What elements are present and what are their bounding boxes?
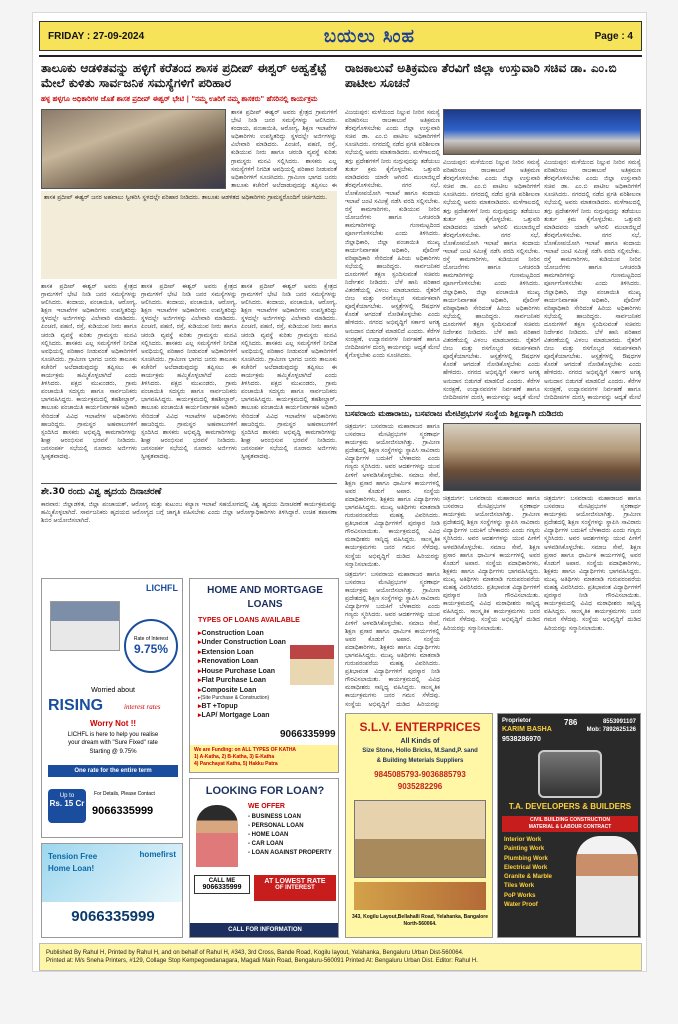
looking-for-loan-ad bbox=[189, 778, 339, 938]
rate-value: 9.75% bbox=[133, 642, 169, 656]
loan-type-item: ▸ (Site Purchase & Construction) bbox=[198, 695, 298, 702]
call-me-box bbox=[194, 875, 250, 894]
ta-786: 786 bbox=[564, 718, 578, 727]
agent-photo bbox=[196, 805, 238, 867]
story2-headline: ಶೇ.30 ರಂದು ವಿಶ್ವ ಹೃದಯ ದಿನಾಚರಣೆ bbox=[41, 487, 162, 497]
call-for-info: CALL FOR INFORMATION bbox=[190, 923, 339, 937]
rate-badge bbox=[124, 619, 178, 673]
homefirst-title: Tension Free bbox=[48, 852, 98, 861]
offer-item: - BUSINESS LOAN bbox=[248, 814, 302, 820]
worry-not: Worry Not !! bbox=[89, 719, 137, 728]
mortgage-ad bbox=[189, 578, 339, 773]
loan-type-item: ▸ Under Construction Loan bbox=[198, 638, 298, 647]
lic-line1: LICHFL is here to help you realise bbox=[67, 732, 159, 738]
lowest-rate-banner bbox=[254, 875, 336, 901]
construction-material-illustration bbox=[354, 800, 486, 878]
looking-phone: 9066335999 bbox=[202, 884, 242, 891]
call-me-label: CALL ME bbox=[208, 878, 236, 884]
story1-caption: ಶಾಸಕ ಪ್ರದೀಪ್ ಈಶ್ವರ್ ಜನರ ಅಹವಾಲು ಸ್ವೀಕರಿಸಿ ಸ್ಥಳದಲ್ಲೇ ಪರಿಹಾರ ನೀಡಿದರು. ತಾಲೂಕು ಆಡಳಿತದ ಅಧಿಕಾರಿಗಳು ಗ್ರಾಮಸ್ಥರೊಂದಿಗೆ ಚರ್ಚಿಸಿದರು. bbox=[41, 191, 337, 279]
loan-type-item: ▸ Renovation Loan bbox=[198, 657, 298, 666]
story1-photo bbox=[41, 109, 226, 189]
slv-line2: Size Stone, Hollo Bricks, M.Sand,P. sand bbox=[362, 748, 478, 754]
masthead bbox=[39, 21, 642, 51]
slv-phone1: 9845085793-9036885793 bbox=[374, 770, 466, 779]
contact-label: For Details, Please Contact bbox=[94, 791, 155, 797]
ta-service-item: Tiles Work bbox=[504, 883, 535, 890]
katha-line2: 4) Panchayat Katha, 5) Hakku Patra bbox=[194, 761, 278, 767]
house-illustration bbox=[50, 601, 120, 651]
mortgage-phone: 9066335999 bbox=[280, 729, 336, 740]
ta-service-item: PoP Works bbox=[504, 892, 536, 899]
page-number: Page : 4 bbox=[594, 30, 633, 42]
loan-type-item: ▸ Composite Loan bbox=[198, 686, 298, 695]
story4-photo bbox=[443, 423, 641, 491]
slv-enterprises-ad bbox=[345, 713, 493, 938]
amount-value: Rs. 15 Cr bbox=[49, 799, 85, 808]
story4-body-col2: ಚಿತ್ರದುರ್ಗ: ಬಸವರಾಯ ಮಹಾರಾಜರ ಹಾಗೂ ಬಸವರಾಜ ಮೇಟಿಪ್ರಭುಗಳ ಸ್ಮರಣಾರ್ಥ ಕಾರ್ಯಕ್ರಮ ಆಯೋಜಿಸಲಾಗಿತ್ತು. ಗ್ರಾಮೀಣ ಪ್ರದೇಶದಲ್ಲಿ ಶಿಕ್ಷಣ ಸಂಸ್ಥೆಗಳನ್ನು ಸ್ಥಾಪಿಸಿ ಸಾವಿರಾರು ವಿದ್ಯಾರ್ಥಿಗಳ ಬದುಕಿಗೆ ಬೆಳಕಾದರು ಎಂದು ಗಣ್ಯರು ಸ್ಮರಿಸಿದರು. ಅವರ ಆದರ್ಶಗಳನ್ನು ಯುವ ಪೀಳಿಗೆ ಅಳವಡಿಸಿಕೊಳ್ಳಬೇಕು. ಸಮಾಜ ಸೇವೆ, ಶಿಕ್ಷಣ ಪ್ರಸಾರ ಹಾಗೂ ಧಾರ್ಮಿಕ ಕಾರ್ಯಗಳಲ್ಲಿ ಅವರ ಕೊಡುಗೆ ಅಪಾರ. ಸಂಸ್ಥೆಯ ಪದಾಧಿಕಾರಿಗಳು, ಶಿಕ್ಷಕರು ಹಾಗೂ ವಿದ್ಯಾರ್ಥಿಗಳು ಭಾಗವಹಿಸಿದ್ದರು. ಮುಖ್ಯ ಅತಿಥಿಗಳು ಮಾತನಾಡಿ ಗುರುಪರಂಪರೆಯ ಮಹತ್ವ ವಿವರಿಸಿದರು. ಪ್ರತಿಭಾವಂತ ವಿದ್ಯಾರ್ಥಿಗಳಿಗೆ ಪುರಸ್ಕಾರ ನೀಡಿ ಗೌರವಿಸಲಾಯಿತು. ಕಾರ್ಯಕ್ರಮದಲ್ಲಿ ವಿವಿಧ ಮಠಾಧೀಶರು ಸಾನ್ನಿಧ್ಯ ವಹಿಸಿದ್ದರು. ಸಾಂಸ್ಕೃತಿಕ ಕಾರ್ಯಕ್ರಮಗಳು ಜನರ ಗಮನ ಸೆಳೆದವು. ಸಂಸ್ಥೆಯ ಅಭಿವೃದ್ಧಿಗೆ ದುಡಿದ ಹಿರಿಯರನ್ನು ಸನ್ಮಾನಿಸಲಾಯಿತು. bbox=[443, 495, 540, 632]
lic-phone: 9066335999 bbox=[92, 805, 154, 817]
ta-services-head2: MATERIAL & LABOUR CONTRACT bbox=[528, 824, 612, 830]
story1-body-col2: ಶಾಸಕ ಪ್ರದೀಪ್ ಈಶ್ವರ್ ಅವರು ಕ್ಷೇತ್ರದ ಗ್ರಾಮಗಳಿಗೆ ಭೇಟಿ ನೀಡಿ ಜನರ ಸಮಸ್ಯೆಗಳನ್ನು ಆಲಿಸಿದರು. ಕಂದಾಯ, ಪಂಚಾಯಿತಿ, ಆರೋಗ್ಯ, ಶಿಕ್ಷಣ ಇಲಾಖೆಗಳ ಅಧಿಕಾರಿಗಳು ಉಪಸ್ಥಿತರಿದ್ದು ಸ್ಥಳದಲ್ಲೇ ಅರ್ಜಿಗಳನ್ನು ವಿಲೇವಾರಿ ಮಾಡಿದರು. ಪಿಂಚಣಿ, ಪಹಣಿ, ರಸ್ತೆ, ಕುಡಿಯುವ ನೀರು ಹಾಗೂ ಚರಂಡಿ ವ್ಯವಸ್ಥೆ ಕುರಿತು ಗ್ರಾಮಸ್ಥರು ಮನವಿ ಸಲ್ಲಿಸಿದರು. ಶಾಸಕರು ಎಲ್ಲ ಸಮಸ್ಯೆಗಳಿಗೆ ನಿಗದಿತ ಅವಧಿಯಲ್ಲಿ ಪರಿಹಾರ ನೀಡುವಂತೆ ಅಧಿಕಾರಿಗಳಿಗೆ ಸೂಚಿಸಿದರು. ಗ್ರಾಮೀಣ ಭಾಗದ ಜನರು ತಾಲೂಕು ಕಚೇರಿಗೆ ಅಲೆದಾಡುವುದನ್ನು ತಪ್ಪಿಸಲು ಈ ಕಾರ್ಯಕ್ರಮ ಹಮ್ಮಿಕೊಳ್ಳಲಾಗಿದೆ ಎಂದು ತಿಳಿಸಿದರು. ಪಕ್ಷದ ಮುಖಂಡರು, ಗ್ರಾಮ ಪಂಚಾಯಿತಿ ಸದಸ್ಯರು ಹಾಗೂ ಸಾರ್ವಜನಿಕರು ಭಾಗವಹಿಸಿದ್ದರು. ಕಾರ್ಯಕ್ರಮದಲ್ಲಿ ತಹಶೀಲ್ದಾರ್, ತಾಲೂಕು ಪಂಚಾಯಿತಿ ಕಾರ್ಯನಿರ್ವಾಹಕ ಅಧಿಕಾರಿ ಸೇರಿದಂತೆ ವಿವಿಧ ಇಲಾಖೆಗಳ ಅಧಿಕಾರಿಗಳು ಹಾಜರಿದ್ದರು. ಗ್ರಾಮಸ್ಥರ ಅಹವಾಲುಗಳಿಗೆ ಸ್ಪಂದಿಸಿದ ಶಾಸಕರು ಅಭಿವೃದ್ಧಿ ಕಾಮಗಾರಿಗಳನ್ನು ಶೀಘ್ರ ಆರಂಭಿಸುವ ಭರವಸೆ ನೀಡಿದರು. ಜನಸಂಪರ್ಕ ಸಭೆಯಲ್ಲಿ ನೂರಾರು ಅರ್ಜಿಗಳು ಸ್ವೀಕೃತವಾದವು. bbox=[141, 283, 237, 460]
funding-line: We are Funding: on ALL TYPES OF KATHA bbox=[194, 747, 297, 753]
imprint-line2: Printed at: M/s Sneha Printers, #129, Collage Stop Kempegowdanagara, Magadi Main Road, Bengaluru-560091 Printed At: Bengaluru Urban Dist. Editor: Rahul H. bbox=[46, 958, 478, 964]
ta-service-item: Interior Work bbox=[504, 837, 542, 843]
story1-body-top: ಶಾಸಕ ಪ್ರದೀಪ್ ಈಶ್ವರ್ ಅವರು ಕ್ಷೇತ್ರದ ಗ್ರಾಮಗಳಿಗೆ ಭೇಟಿ ನೀಡಿ ಜನರ ಸಮಸ್ಯೆಗಳನ್ನು ಆಲಿಸಿದರು. ಕಂದಾಯ, ಪಂಚಾಯಿತಿ, ಆರೋಗ್ಯ, ಶಿಕ್ಷಣ ಇಲಾಖೆಗಳ ಅಧಿಕಾರಿಗಳು ಉಪಸ್ಥಿತರಿದ್ದು ಸ್ಥಳದಲ್ಲೇ ಅರ್ಜಿಗಳನ್ನು ವಿಲೇವಾರಿ ಮಾಡಿದರು. ಪಿಂಚಣಿ, ಪಹಣಿ, ರಸ್ತೆ, ಕುಡಿಯುವ ನೀರು ಹಾಗೂ ಚರಂಡಿ ವ್ಯವಸ್ಥೆ ಕುರಿತು ಗ್ರಾಮಸ್ಥರು ಮನವಿ ಸಲ್ಲಿಸಿದರು. ಶಾಸಕರು ಎಲ್ಲ ಸಮಸ್ಯೆಗಳಿಗೆ ನಿಗದಿತ ಅವಧಿಯಲ್ಲಿ ಪರಿಹಾರ ನೀಡುವಂತೆ ಅಧಿಕಾರಿಗಳಿಗೆ ಸೂಚಿಸಿದರು. ಗ್ರಾಮೀಣ ಭಾಗದ ಜನರು ತಾಲೂಕು ಕಚೇರಿಗೆ ಅಲೆದಾಡುವುದನ್ನು ತಪ್ಪಿಸಲು ಈ bbox=[231, 109, 337, 189]
truck-illustration bbox=[354, 882, 486, 910]
ta-service-item: Painting Work bbox=[504, 846, 545, 853]
lic-line2: your dream with "Sure Fixed" rate bbox=[68, 740, 158, 747]
loan-type-item: ▸ LAP/ Mortgage Loan bbox=[198, 711, 298, 720]
ta-mob2: 7892625126 bbox=[602, 727, 636, 734]
story3-body-col2: ವಿಜಯಪುರ: ಮಳೆಯಿಂದ ನಿಲ್ಲುವ ನೀರಿನ ಸಮಸ್ಯೆ ಪರಿಹರಿಸಲು ರಾಜಕಾಲುವೆ ಅತಿಕ್ರಮಣ ತೆರವುಗೊಳಿಸಬೇಕು ಎಂದು ಜಿಲ್ಲಾ ಉಸ್ತುವಾರಿ ಸಚಿವ ಡಾ. ಎಂ.ಬಿ ಪಾಟೀಲ ಅಧಿಕಾರಿಗಳಿಗೆ ಸೂಚಿಸಿದರು. ನಗರದಲ್ಲಿ ನಡೆದ ಪ್ರಗತಿ ಪರಿಶೀಲನಾ ಸಭೆಯಲ್ಲಿ ಅವರು ಮಾತನಾಡಿದರು. ಮಳೆಗಾಲದಲ್ಲಿ ತಗ್ಗು ಪ್ರದೇಶಗಳಿಗೆ ನೀರು ನುಗ್ಗುವುದನ್ನು ತಡೆಯಲು ತುರ್ತು ಕ್ರಮ ಕೈಗೊಳ್ಳಬೇಕು. ಒತ್ತುವರಿ ಮಾಡಿದವರು ಯಾರೇ ಆಗಿರಲಿ ಮುಲಾಜಿಲ್ಲದೆ ತೆರವುಗೊಳಿಸಬೇಕು. ನಗರ ಸಭೆ, ಲೋಕೋಪಯೋಗಿ ಇಲಾಖೆ ಹಾಗೂ ಕಂದಾಯ ಇಲಾಖೆ ಜಂಟಿ ಸಮೀಕ್ಷೆ ನಡೆಸಿ ವರದಿ ಸಲ್ಲಿಸಬೇಕು. ರಸ್ತೆ ಕಾಮಗಾರಿಗಳು, ಕುಡಿಯುವ ನೀರಿನ ಯೋಜನೆಗಳು ಹಾಗೂ ಒಳಚರಂಡಿ ಕಾಮಗಾರಿಗಳನ್ನು ಗುಣಮಟ್ಟದಿಂದ ಪೂರ್ಣಗೊಳಿಸಬೇಕು ಎಂದು ತಿಳಿಸಿದರು. ಜಿಲ್ಲಾಧಿಕಾರಿ, ಜಿಲ್ಲಾ ಪಂಚಾಯಿತಿ ಮುಖ್ಯ ಕಾರ್ಯನಿರ್ವಾಹಕ ಅಧಿಕಾರಿ, ಪೊಲೀಸ್ ವರಿಷ್ಠಾಧಿಕಾರಿ ಸೇರಿದಂತೆ ಹಿರಿಯ ಅಧಿಕಾರಿಗಳು ಸಭೆಯಲ್ಲಿ ಹಾಜರಿದ್ದರು. ಸಾರ್ವಜನಿಕರ ದೂರುಗಳಿಗೆ ತಕ್ಷಣ ಸ್ಪಂದಿಸುವಂತೆ ಸಚಿವರು ನಿರ್ದೇಶನ ನೀಡಿದರು. ಬೆಳೆ ಹಾನಿ ಪರಿಹಾರ ವಿತರಣೆಯಲ್ಲಿ ವಿಳಂಬ ಮಾಡಬಾರದು. ರೈತರಿಗೆ ಬೀಜ ಮತ್ತು ರಸಗೊಬ್ಬರ ಸಮರ್ಪಕವಾಗಿ ಪೂರೈಕೆಯಾಗಬೇಕು. ಆಸ್ಪತ್ರೆಗಳಲ್ಲಿ ಔಷಧಗಳ ಕೊರತೆ ಆಗದಂತೆ ನೋಡಿಕೊಳ್ಳಬೇಕು ಎಂದು ಹೇಳಿದರು. ನಗರದ ಅಭಿವೃದ್ಧಿಗೆ ಸರ್ಕಾರ ಅಗತ್ಯ ಅನುದಾನ ಬಿಡುಗಡೆ ಮಾಡಲಿದೆ ಎಂದರು. ಕೆರೆಗಳ ಸಂರಕ್ಷಣೆ, ಉದ್ಯಾನವನಗಳ ನಿರ್ವಹಣೆ ಹಾಗೂ ಬೀದಿದೀಪಗಳ ದುರಸ್ತಿ ಕಾರ್ಯವನ್ನು ಆದ್ಯತೆ ಮೇಲೆ bbox=[443, 159, 540, 401]
offer-list bbox=[248, 813, 332, 858]
imprint-footer bbox=[39, 943, 642, 971]
one-rate-banner: One rate for the entire term bbox=[48, 765, 178, 777]
offer-item: - LOAN AGAINST PROPERTY bbox=[248, 850, 332, 856]
proprietor-name: KARIM BASHA bbox=[502, 726, 552, 733]
homefirst-ad bbox=[41, 843, 183, 938]
ta-logo bbox=[538, 750, 602, 798]
ta-service-item: Granite & Marble bbox=[504, 874, 553, 881]
ta-services-list bbox=[504, 836, 552, 910]
story4-body-col1: ಚಿತ್ರದುರ್ಗ: ಬಸವರಾಯ ಮಹಾರಾಜರ ಹಾಗೂ ಬಸವರಾಜ ಮೇಟಿಪ್ರಭುಗಳ ಸ್ಮರಣಾರ್ಥ ಕಾರ್ಯಕ್ರಮ ಆಯೋಜಿಸಲಾಗಿತ್ತು. ಗ್ರಾಮೀಣ ಪ್ರದೇಶದಲ್ಲಿ ಶಿಕ್ಷಣ ಸಂಸ್ಥೆಗಳನ್ನು ಸ್ಥಾಪಿಸಿ ಸಾವಿರಾರು ವಿದ್ಯಾರ್ಥಿಗಳ ಬದುಕಿಗೆ ಬೆಳಕಾದರು ಎಂದು ಗಣ್ಯರು ಸ್ಮರಿಸಿದರು. ಅವರ ಆದರ್ಶಗಳನ್ನು ಯುವ ಪೀಳಿಗೆ ಅಳವಡಿಸಿಕೊಳ್ಳಬೇಕು. ಸಮಾಜ ಸೇವೆ, ಶಿಕ್ಷಣ ಪ್ರಸಾರ ಹಾಗೂ ಧಾರ್ಮಿಕ ಕಾರ್ಯಗಳಲ್ಲಿ ಅವರ ಕೊಡುಗೆ ಅಪಾರ. ಸಂಸ್ಥೆಯ ಪದಾಧಿಕಾರಿಗಳು, ಶಿಕ್ಷಕರು ಹಾಗೂ ವಿದ್ಯಾರ್ಥಿಗಳು ಭಾಗವಹಿಸಿದ್ದರು. ಮುಖ್ಯ ಅತಿಥಿಗಳು ಮಾತನಾಡಿ ಗುರುಪರಂಪರೆಯ ಮಹತ್ವ ವಿವರಿಸಿದರು. ಪ್ರತಿಭಾವಂತ ವಿದ್ಯಾರ್ಥಿಗಳಿಗೆ ಪುರಸ್ಕಾರ ನೀಡಿ ಗೌರವಿಸಲಾಯಿತು. ಕಾರ್ಯಕ್ರಮದಲ್ಲಿ ವಿವಿಧ ಮಠಾಧೀಶರು ಸಾನ್ನಿಧ್ಯ ವಹಿಸಿದ್ದರು. ಸಾಂಸ್ಕೃತಿಕ ಕಾರ್ಯಕ್ರಮಗಳು ಜನರ ಗಮನ ಸೆಳೆದವು. ಸಂಸ್ಥೆಯ ಅಭಿವೃದ್ಧಿಗೆ ದುಡಿದ ಹಿರಿಯರನ್ನು ಸನ್ಮಾನಿಸಲಾಯಿತು. bbox=[345, 423, 440, 568]
slv-line3: & Building Meterials Suppliers bbox=[376, 758, 464, 764]
ta-service-item: Water Proof bbox=[504, 902, 538, 909]
issue-date: FRIDAY : 27-09-2024 bbox=[48, 30, 145, 42]
rate-label: Rate of Interest bbox=[133, 636, 169, 642]
house-model-illustration bbox=[290, 645, 334, 685]
interest-text: interest rates bbox=[124, 703, 161, 711]
loan-type-item: ▸ Extension Loan bbox=[198, 648, 298, 657]
loan-type-item: ▸ House Purchase Loan bbox=[198, 667, 298, 676]
story2-body: ಕಾರವಾರ: ಜಿಲ್ಲಾಡಳಿತ, ಜಿಲ್ಲಾ ಪಂಚಾಯತ್, ಆರೋಗ್ಯ ಮತ್ತು ಕುಟುಂಬ ಕಲ್ಯಾಣ ಇಲಾಖೆ ಸಹಯೋಗದಲ್ಲಿ ವಿಶ್ವ ಹೃದಯ ದಿನಾಚರಣೆ ಕಾರ್ಯಕ್ರಮವನ್ನು ಹಮ್ಮಿಕೊಳ್ಳಲಾಗಿದೆ. ಸಾರ್ವಜನಿಕರು ಹೃದಯದ ಆರೋಗ್ಯದ ಬಗ್ಗೆ ಜಾಗೃತಿ ವಹಿಸಬೇಕು ಎಂದು ಜಿಲ್ಲಾ ಆರೋಗ್ಯಾಧಿಕಾರಿಗಳು ತಿಳಿಸಿದ್ದಾರೆ. ಉಚಿತ ತಪಾಸಣಾ ಶಿಬಿರ ಆಯೋಜಿಸಲಾಗಿದೆ. bbox=[41, 501, 337, 525]
loan-types-list bbox=[198, 629, 298, 721]
homefirst-title2: Home Loan! bbox=[48, 864, 95, 873]
divider bbox=[41, 483, 337, 484]
ta-phone-left: 9538286970 bbox=[502, 736, 541, 743]
ta-mobiles bbox=[580, 718, 636, 735]
worried-text: Worried about bbox=[91, 687, 135, 694]
newspaper-page bbox=[32, 12, 647, 972]
story3-body-col3: ವಿಜಯಪುರ: ಮಳೆಯಿಂದ ನಿಲ್ಲುವ ನೀರಿನ ಸಮಸ್ಯೆ ಪರಿಹರಿಸಲು ರಾಜಕಾಲುವೆ ಅತಿಕ್ರಮಣ ತೆರವುಗೊಳಿಸಬೇಕು ಎಂದು ಜಿಲ್ಲಾ ಉಸ್ತುವಾರಿ ಸಚಿವ ಡಾ. ಎಂ.ಬಿ ಪಾಟೀಲ ಅಧಿಕಾರಿಗಳಿಗೆ ಸೂಚಿಸಿದರು. ನಗರದಲ್ಲಿ ನಡೆದ ಪ್ರಗತಿ ಪರಿಶೀಲನಾ ಸಭೆಯಲ್ಲಿ ಅವರು ಮಾತನಾಡಿದರು. ಮಳೆಗಾಲದಲ್ಲಿ ತಗ್ಗು ಪ್ರದೇಶಗಳಿಗೆ ನೀರು ನುಗ್ಗುವುದನ್ನು ತಡೆಯಲು ತುರ್ತು ಕ್ರಮ ಕೈಗೊಳ್ಳಬೇಕು. ಒತ್ತುವರಿ ಮಾಡಿದವರು ಯಾರೇ ಆಗಿರಲಿ ಮುಲಾಜಿಲ್ಲದೆ ತೆರವುಗೊಳಿಸಬೇಕು. ನಗರ ಸಭೆ, ಲೋಕೋಪಯೋಗಿ ಇಲಾಖೆ ಹಾಗೂ ಕಂದಾಯ ಇಲಾಖೆ ಜಂಟಿ ಸಮೀಕ್ಷೆ ನಡೆಸಿ ವರದಿ ಸಲ್ಲಿಸಬೇಕು. ರಸ್ತೆ ಕಾಮಗಾರಿಗಳು, ಕುಡಿಯುವ ನೀರಿನ ಯೋಜನೆಗಳು ಹಾಗೂ ಒಳಚರಂಡಿ ಕಾಮಗಾರಿಗಳನ್ನು ಗುಣಮಟ್ಟದಿಂದ ಪೂರ್ಣಗೊಳಿಸಬೇಕು ಎಂದು ತಿಳಿಸಿದರು. ಜಿಲ್ಲಾಧಿಕಾರಿ, ಜಿಲ್ಲಾ ಪಂಚಾಯಿತಿ ಮುಖ್ಯ ಕಾರ್ಯನಿರ್ವಾಹಕ ಅಧಿಕಾರಿ, ಪೊಲೀಸ್ ವರಿಷ್ಠಾಧಿಕಾರಿ ಸೇರಿದಂತೆ ಹಿರಿಯ ಅಧಿಕಾರಿಗಳು ಸಭೆಯಲ್ಲಿ ಹಾಜರಿದ್ದರು. ಸಾರ್ವಜನಿಕರ ದೂರುಗಳಿಗೆ ತಕ್ಷಣ ಸ್ಪಂದಿಸುವಂತೆ ಸಚಿವರು ನಿರ್ದೇಶನ ನೀಡಿದರು. ಬೆಳೆ ಹಾನಿ ಪರಿಹಾರ ವಿತರಣೆಯಲ್ಲಿ ವಿಳಂಬ ಮಾಡಬಾರದು. ರೈತರಿಗೆ ಬೀಜ ಮತ್ತು ರಸಗೊಬ್ಬರ ಸಮರ್ಪಕವಾಗಿ ಪೂರೈಕೆಯಾಗಬೇಕು. ಆಸ್ಪತ್ರೆಗಳಲ್ಲಿ ಔಷಧಗಳ ಕೊರತೆ ಆಗದಂತೆ ನೋಡಿಕೊಳ್ಳಬೇಕು ಎಂದು ಹೇಳಿದರು. ನಗರದ ಅಭಿವೃದ್ಧಿಗೆ ಸರ್ಕಾರ ಅಗತ್ಯ ಅನುದಾನ ಬಿಡುಗಡೆ ಮಾಡಲಿದೆ ಎಂದರು. ಕೆರೆಗಳ ಸಂರಕ್ಷಣೆ, ಉದ್ಯಾನವನಗಳ ನಿರ್ವಹಣೆ ಹಾಗೂ ಬೀದಿದೀಪಗಳ ದುರಸ್ತಿ ಕಾರ್ಯವನ್ನು ಆದ್ಯತೆ ಮೇಲೆ bbox=[544, 159, 641, 401]
mortgage-title: HOME AND MORTGAGE bbox=[207, 585, 323, 596]
ta-service-item: Electrical Work bbox=[504, 864, 548, 871]
amount-badge bbox=[48, 789, 86, 823]
ta-service-item: Plumbing Work bbox=[504, 855, 548, 862]
divider bbox=[345, 405, 641, 406]
loan-type-item: ▸ Construction Loan bbox=[198, 629, 298, 638]
loan-type-item: ▸ BT +Topup bbox=[198, 702, 298, 711]
lowest-rate: AT LOWEST RATE bbox=[264, 878, 326, 885]
homefirst-logo: homefirst bbox=[139, 850, 176, 859]
story1-body-col1: ಶಾಸಕ ಪ್ರದೀಪ್ ಈಶ್ವರ್ ಅವರು ಕ್ಷೇತ್ರದ ಗ್ರಾಮಗಳಿಗೆ ಭೇಟಿ ನೀಡಿ ಜನರ ಸಮಸ್ಯೆಗಳನ್ನು ಆಲಿಸಿದರು. ಕಂದಾಯ, ಪಂಚಾಯಿತಿ, ಆರೋಗ್ಯ, ಶಿಕ್ಷಣ ಇಲಾಖೆಗಳ ಅಧಿಕಾರಿಗಳು ಉಪಸ್ಥಿತರಿದ್ದು ಸ್ಥಳದಲ್ಲೇ ಅರ್ಜಿಗಳನ್ನು ವಿಲೇವಾರಿ ಮಾಡಿದರು. ಪಿಂಚಣಿ, ಪಹಣಿ, ರಸ್ತೆ, ಕುಡಿಯುವ ನೀರು ಹಾಗೂ ಚರಂಡಿ ವ್ಯವಸ್ಥೆ ಕುರಿತು ಗ್ರಾಮಸ್ಥರು ಮನವಿ ಸಲ್ಲಿಸಿದರು. ಶಾಸಕರು ಎಲ್ಲ ಸಮಸ್ಯೆಗಳಿಗೆ ನಿಗದಿತ ಅವಧಿಯಲ್ಲಿ ಪರಿಹಾರ ನೀಡುವಂತೆ ಅಧಿಕಾರಿಗಳಿಗೆ ಸೂಚಿಸಿದರು. ಗ್ರಾಮೀಣ ಭಾಗದ ಜನರು ತಾಲೂಕು ಕಚೇರಿಗೆ ಅಲೆದಾಡುವುದನ್ನು ತಪ್ಪಿಸಲು ಈ ಕಾರ್ಯಕ್ರಮ ಹಮ್ಮಿಕೊಳ್ಳಲಾಗಿದೆ ಎಂದು ತಿಳಿಸಿದರು. ಪಕ್ಷದ ಮುಖಂಡರು, ಗ್ರಾಮ ಪಂಚಾಯಿತಿ ಸದಸ್ಯರು ಹಾಗೂ ಸಾರ್ವಜನಿಕರು ಭಾಗವಹಿಸಿದ್ದರು. ಕಾರ್ಯಕ್ರಮದಲ್ಲಿ ತಹಶೀಲ್ದಾರ್, ತಾಲೂಕು ಪಂಚಾಯಿತಿ ಕಾರ್ಯನಿರ್ವಾಹಕ ಅಧಿಕಾರಿ ಸೇರಿದಂತೆ ವಿವಿಧ ಇಲಾಖೆಗಳ ಅಧಿಕಾರಿಗಳು ಹಾಜರಿದ್ದರು. ಗ್ರಾಮಸ್ಥರ ಅಹವಾಲುಗಳಿಗೆ ಸ್ಪಂದಿಸಿದ ಶಾಸಕರು ಅಭಿವೃದ್ಧಿ ಕಾಮಗಾರಿಗಳನ್ನು ಶೀಘ್ರ ಆರಂಭಿಸುವ ಭರವಸೆ ನೀಡಿದರು. ಜನಸಂಪರ್ಕ ಸಭೆಯಲ್ಲಿ ನೂರಾರು ಅರ್ಜಿಗಳು ಸ್ವೀಕೃತವಾದವು. bbox=[41, 283, 137, 460]
loan-types-heading: TYPES OF LOANS AVAILABLE bbox=[198, 617, 300, 624]
homefirst-phone: 9066335999 bbox=[71, 908, 155, 925]
story1-body-col3: ಶಾಸಕ ಪ್ರದೀಪ್ ಈಶ್ವರ್ ಅವರು ಕ್ಷೇತ್ರದ ಗ್ರಾಮಗಳಿಗೆ ಭೇಟಿ ನೀಡಿ ಜನರ ಸಮಸ್ಯೆಗಳನ್ನು ಆಲಿಸಿದರು. ಕಂದಾಯ, ಪಂಚಾಯಿತಿ, ಆರೋಗ್ಯ, ಶಿಕ್ಷಣ ಇಲಾಖೆಗಳ ಅಧಿಕಾರಿಗಳು ಉಪಸ್ಥಿತರಿದ್ದು ಸ್ಥಳದಲ್ಲೇ ಅರ್ಜಿಗಳನ್ನು ವಿಲೇವಾರಿ ಮಾಡಿದರು. ಪಿಂಚಣಿ, ಪಹಣಿ, ರಸ್ತೆ, ಕುಡಿಯುವ ನೀರು ಹಾಗೂ ಚರಂಡಿ ವ್ಯವಸ್ಥೆ ಕುರಿತು ಗ್ರಾಮಸ್ಥರು ಮನವಿ ಸಲ್ಲಿಸಿದರು. ಶಾಸಕರು ಎಲ್ಲ ಸಮಸ್ಯೆಗಳಿಗೆ ನಿಗದಿತ ಅವಧಿಯಲ್ಲಿ ಪರಿಹಾರ ನೀಡುವಂತೆ ಅಧಿಕಾರಿಗಳಿಗೆ ಸೂಚಿಸಿದರು. ಗ್ರಾಮೀಣ ಭಾಗದ ಜನರು ತಾಲೂಕು ಕಚೇರಿಗೆ ಅಲೆದಾಡುವುದನ್ನು ತಪ್ಪಿಸಲು ಈ ಕಾರ್ಯಕ್ರಮ ಹಮ್ಮಿಕೊಳ್ಳಲಾಗಿದೆ ಎಂದು ತಿಳಿಸಿದರು. ಪಕ್ಷದ ಮುಖಂಡರು, ಗ್ರಾಮ ಪಂಚಾಯಿತಿ ಸದಸ್ಯರು ಹಾಗೂ ಸಾರ್ವಜನಿಕರು ಭಾಗವಹಿಸಿದ್ದರು. ಕಾರ್ಯಕ್ರಮದಲ್ಲಿ ತಹಶೀಲ್ದಾರ್, ತಾಲೂಕು ಪಂಚಾಯಿತಿ ಕಾರ್ಯನಿರ್ವಾಹಕ ಅಧಿಕಾರಿ ಸೇರಿದಂತೆ ವಿವಿಧ ಇಲಾಖೆಗಳ ಅಧಿಕಾರಿಗಳು ಹಾಜರಿದ್ದರು. ಗ್ರಾಮಸ್ಥರ ಅಹವಾಲುಗಳಿಗೆ ಸ್ಪಂದಿಸಿದ ಶಾಸಕರು ಅಭಿವೃದ್ಧಿ ಕಾಮಗಾರಿಗಳನ್ನು ಶೀಘ್ರ ಆರಂಭಿಸುವ ಭರವಸೆ ನೀಡಿದರು. ಜನಸಂಪರ್ಕ ಸಭೆಯಲ್ಲಿ ನೂರಾರು ಅರ್ಜಿಗಳು ಸ್ವೀಕೃತವಾದವು. bbox=[241, 283, 337, 460]
upto-label: Up to bbox=[59, 793, 75, 799]
offer-item: - HOME LOAN bbox=[248, 832, 289, 838]
newspaper-title: ಬಯಲು ಸಿಂಹ bbox=[323, 25, 415, 47]
proprietor-photo bbox=[576, 836, 638, 936]
story1-subhead: ಹಳ್ಳ ಹಳ್ಳಗೂ ಅಧಿಕಾರಿಗಳ ಜೊತೆ ಶಾಸಕ ಪ್ರದೀಪ್ ಈಶ್ವರ್ ಭೇಟಿ | "ನಮ್ಮ ಊರಿಗೆ ನಮ್ಮ ಶಾಸಕರು" ಹೆಸರಿನಲ್ಲಿ ಕಾರ್ಯಕ್ರಮ bbox=[41, 95, 318, 103]
lic-line3: Starting @ 9.75% bbox=[89, 748, 137, 755]
of-interest: OF INTEREST bbox=[275, 885, 315, 891]
lichfl-ad bbox=[41, 578, 183, 838]
story3-photo bbox=[443, 109, 641, 155]
masthead-rule bbox=[39, 55, 642, 57]
mortgage-title2: LOANS bbox=[247, 599, 283, 610]
imprint-line1: Published By Rahul H, Printed by Rahul H, and on behalf of Rahul H, #343, 3rd Cross, Bande Road, Kogilu layout, Yelahanka, Bengaluru Urban Dist-560064. bbox=[46, 949, 464, 956]
slv-line1: All Kinds of bbox=[400, 738, 440, 745]
slv-address: 343, Kogilu Layout,Bellahalli Road, Yelahanka, Bangalore North-560064. bbox=[351, 914, 489, 927]
slv-phone2: 9035282296 bbox=[397, 782, 443, 791]
proprietor-label: Proprietor bbox=[502, 718, 532, 724]
ta-title: T.A. DEVELOPERS & BUILDERS bbox=[508, 802, 632, 811]
slv-title: S.L.V. ENTERPRICES bbox=[359, 720, 481, 734]
story4-body-col1b: ಚಿತ್ರದುರ್ಗ: ಬಸವರಾಯ ಮಹಾರಾಜರ ಹಾಗೂ ಬಸವರಾಜ ಮೇಟಿಪ್ರಭುಗಳ ಸ್ಮರಣಾರ್ಥ ಕಾರ್ಯಕ್ರಮ ಆಯೋಜಿಸಲಾಗಿತ್ತು. ಗ್ರಾಮೀಣ ಪ್ರದೇಶದಲ್ಲಿ ಶಿಕ್ಷಣ ಸಂಸ್ಥೆಗಳನ್ನು ಸ್ಥಾಪಿಸಿ ಸಾವಿರಾರು ವಿದ್ಯಾರ್ಥಿಗಳ ಬದುಕಿಗೆ ಬೆಳಕಾದರು ಎಂದು ಗಣ್ಯರು ಸ್ಮರಿಸಿದರು. ಅವರ ಆದರ್ಶಗಳನ್ನು ಯುವ ಪೀಳಿಗೆ ಅಳವಡಿಸಿಕೊಳ್ಳಬೇಕು. ಸಮಾಜ ಸೇವೆ, ಶಿಕ್ಷಣ ಪ್ರಸಾರ ಹಾಗೂ ಧಾರ್ಮಿಕ ಕಾರ್ಯಗಳಲ್ಲಿ ಅವರ ಕೊಡುಗೆ ಅಪಾರ. ಸಂಸ್ಥೆಯ ಪದಾಧಿಕಾರಿಗಳು, ಶಿಕ್ಷಕರು ಹಾಗೂ ವಿದ್ಯಾರ್ಥಿಗಳು ಭಾಗವಹಿಸಿದ್ದರು. ಮುಖ್ಯ ಅತಿಥಿಗಳು ಮಾತನಾಡಿ ಗುರುಪರಂಪರೆಯ ಮಹತ್ವ ವಿವರಿಸಿದರು. ಪ್ರತಿಭಾವಂತ ವಿದ್ಯಾರ್ಥಿಗಳಿಗೆ ಪುರಸ್ಕಾರ ನೀಡಿ ಗೌರವಿಸಲಾಯಿತು. ಕಾರ್ಯಕ್ರಮದಲ್ಲಿ ವಿವಿಧ ಮಠಾಧೀಶರು ಸಾನ್ನಿಧ್ಯ ವಹಿಸಿದ್ದರು. ಸಾಂಸ್ಕೃತಿಕ ಕಾರ್ಯಕ್ರಮಗಳು ಜನರ ಗಮನ ಸೆಳೆದವು. ಸಂಸ್ಥೆಯ ಅಭಿವೃದ್ಧಿಗೆ ದುಡಿದ ಹಿರಿಯರನ್ನು bbox=[345, 571, 440, 708]
ta-services-head1: CIVIL BUILDING CONSTRUCTION bbox=[530, 817, 610, 823]
ta-services-head bbox=[502, 816, 638, 832]
rising-text: RISING bbox=[48, 697, 104, 714]
story3-body-col1: ವಿಜಯಪುರ: ಮಳೆಯಿಂದ ನಿಲ್ಲುವ ನೀರಿನ ಸಮಸ್ಯೆ ಪರಿಹರಿಸಲು ರಾಜಕಾಲುವೆ ಅತಿಕ್ರಮಣ ತೆರವುಗೊಳಿಸಬೇಕು ಎಂದು ಜಿಲ್ಲಾ ಉಸ್ತುವಾರಿ ಸಚಿವ ಡಾ. ಎಂ.ಬಿ ಪಾಟೀಲ ಅಧಿಕಾರಿಗಳಿಗೆ ಸೂಚಿಸಿದರು. ನಗರದಲ್ಲಿ ನಡೆದ ಪ್ರಗತಿ ಪರಿಶೀಲನಾ ಸಭೆಯಲ್ಲಿ ಅವರು ಮಾತನಾಡಿದರು. ಮಳೆಗಾಲದಲ್ಲಿ ತಗ್ಗು ಪ್ರದೇಶಗಳಿಗೆ ನೀರು ನುಗ್ಗುವುದನ್ನು ತಡೆಯಲು ತುರ್ತು ಕ್ರಮ ಕೈಗೊಳ್ಳಬೇಕು. ಒತ್ತುವರಿ ಮಾಡಿದವರು ಯಾರೇ ಆಗಿರಲಿ ಮುಲಾಜಿಲ್ಲದೆ ತೆರವುಗೊಳಿಸಬೇಕು. ನಗರ ಸಭೆ, ಲೋಕೋಪಯೋಗಿ ಇಲಾಖೆ ಹಾಗೂ ಕಂದಾಯ ಇಲಾಖೆ ಜಂಟಿ ಸಮೀಕ್ಷೆ ನಡೆಸಿ ವರದಿ ಸಲ್ಲಿಸಬೇಕು. ರಸ್ತೆ ಕಾಮಗಾರಿಗಳು, ಕುಡಿಯುವ ನೀರಿನ ಯೋಜನೆಗಳು ಹಾಗೂ ಒಳಚರಂಡಿ ಕಾಮಗಾರಿಗಳನ್ನು ಗುಣಮಟ್ಟದಿಂದ ಪೂರ್ಣಗೊಳಿಸಬೇಕು ಎಂದು ತಿಳಿಸಿದರು. ಜಿಲ್ಲಾಧಿಕಾರಿ, ಜಿಲ್ಲಾ ಪಂಚಾಯಿತಿ ಮುಖ್ಯ ಕಾರ್ಯನಿರ್ವಾಹಕ ಅಧಿಕಾರಿ, ಪೊಲೀಸ್ ವರಿಷ್ಠಾಧಿಕಾರಿ ಸೇರಿದಂತೆ ಹಿರಿಯ ಅಧಿಕಾರಿಗಳು ಸಭೆಯಲ್ಲಿ ಹಾಜರಿದ್ದರು. ಸಾರ್ವಜನಿಕರ ದೂರುಗಳಿಗೆ ತಕ್ಷಣ ಸ್ಪಂದಿಸುವಂತೆ ಸಚಿವರು ನಿರ್ದೇಶನ ನೀಡಿದರು. ಬೆಳೆ ಹಾನಿ ಪರಿಹಾರ ವಿತರಣೆಯಲ್ಲಿ ವಿಳಂಬ ಮಾಡಬಾರದು. ರೈತರಿಗೆ ಬೀಜ ಮತ್ತು ರಸಗೊಬ್ಬರ ಸಮರ್ಪಕವಾಗಿ ಪೂರೈಕೆಯಾಗಬೇಕು. ಆಸ್ಪತ್ರೆಗಳಲ್ಲಿ ಔಷಧಗಳ ಕೊರತೆ ಆಗದಂತೆ ನೋಡಿಕೊಳ್ಳಬೇಕು ಎಂದು ಹೇಳಿದರು. ನಗರದ ಅಭಿವೃದ್ಧಿಗೆ ಸರ್ಕಾರ ಅಗತ್ಯ ಅನುದಾನ ಬಿಡುಗಡೆ ಮಾಡಲಿದೆ ಎಂದರು. ಕೆರೆಗಳ ಸಂರಕ್ಷಣೆ, ಉದ್ಯಾನವನಗಳ ನಿರ್ವಹಣೆ ಹಾಗೂ ಬೀದಿದೀಪಗಳ ದುರಸ್ತಿ ಕಾರ್ಯವನ್ನು ಆದ್ಯತೆ ಮೇಲೆ ಕೈಗೊಳ್ಳಬೇಕು ಎಂದು ಸೂಚಿಸಿದರು. bbox=[345, 109, 440, 359]
katha-box bbox=[190, 745, 339, 773]
lic-copy bbox=[46, 731, 180, 756]
katha-line1: 1) A-Katha, 2) B-Katha, 3) E-Katha bbox=[194, 754, 275, 760]
looking-title: LOOKING FOR LOAN? bbox=[205, 785, 325, 797]
loan-type-item: ▸ Flat Purchase Loan bbox=[198, 676, 298, 685]
ta-developers-ad bbox=[497, 713, 641, 938]
story3-headline: ರಾಜಕಾಲುವೆ ಅತಿಕ್ರಮಣ ತೆರವಿಗೆ ಜಿಲ್ಲಾ ಉಸ್ತುವಾರಿ ಸಚಿವ ಡಾ. ಎಂ.ಬಿ ಪಾಟೀಲ ಸೂಚನೆ bbox=[345, 61, 617, 90]
offer-item: - CAR LOAN bbox=[248, 841, 284, 847]
story4-body-col3: ಚಿತ್ರದುರ್ಗ: ಬಸವರಾಯ ಮಹಾರಾಜರ ಹಾಗೂ ಬಸವರಾಜ ಮೇಟಿಪ್ರಭುಗಳ ಸ್ಮರಣಾರ್ಥ ಕಾರ್ಯಕ್ರಮ ಆಯೋಜಿಸಲಾಗಿತ್ತು. ಗ್ರಾಮೀಣ ಪ್ರದೇಶದಲ್ಲಿ ಶಿಕ್ಷಣ ಸಂಸ್ಥೆಗಳನ್ನು ಸ್ಥಾಪಿಸಿ ಸಾವಿರಾರು ವಿದ್ಯಾರ್ಥಿಗಳ ಬದುಕಿಗೆ ಬೆಳಕಾದರು ಎಂದು ಗಣ್ಯರು ಸ್ಮರಿಸಿದರು. ಅವರ ಆದರ್ಶಗಳನ್ನು ಯುವ ಪೀಳಿಗೆ ಅಳವಡಿಸಿಕೊಳ್ಳಬೇಕು. ಸಮಾಜ ಸೇವೆ, ಶಿಕ್ಷಣ ಪ್ರಸಾರ ಹಾಗೂ ಧಾರ್ಮಿಕ ಕಾರ್ಯಗಳಲ್ಲಿ ಅವರ ಕೊಡುಗೆ ಅಪಾರ. ಸಂಸ್ಥೆಯ ಪದಾಧಿಕಾರಿಗಳು, ಶಿಕ್ಷಕರು ಹಾಗೂ ವಿದ್ಯಾರ್ಥಿಗಳು ಭಾಗವಹಿಸಿದ್ದರು. ಮುಖ್ಯ ಅತಿಥಿಗಳು ಮಾತನಾಡಿ ಗುರುಪರಂಪರೆಯ ಮಹತ್ವ ವಿವರಿಸಿದರು. ಪ್ರತಿಭಾವಂತ ವಿದ್ಯಾರ್ಥಿಗಳಿಗೆ ಪುರಸ್ಕಾರ ನೀಡಿ ಗೌರವಿಸಲಾಯಿತು. ಕಾರ್ಯಕ್ರಮದಲ್ಲಿ ವಿವಿಧ ಮಠಾಧೀಶರು ಸಾನ್ನಿಧ್ಯ ವಹಿಸಿದ್ದರು. ಸಾಂಸ್ಕೃತಿಕ ಕಾರ್ಯಕ್ರಮಗಳು ಜನರ ಗಮನ ಸೆಳೆದವು. ಸಂಸ್ಥೆಯ ಅಭಿವೃದ್ಧಿಗೆ ದುಡಿದ ಹಿರಿಯರನ್ನು ಸನ್ಮಾನಿಸಲಾಯಿತು. bbox=[544, 495, 641, 632]
ta-mob1: 8553991107 bbox=[602, 719, 636, 725]
story4-headline: ಬಸವರಾಯ ಮಹಾರಾಜು, ಬಸವರಾಜ ಮೇಟಿಪ್ರಭುಗಳ ಸಂಸ್ಥೆಯ ಶಿಕ್ಷಣಕ್ಕಾಗಿ ದುಡಿದರು bbox=[345, 409, 564, 418]
ta-mob-label: Mob: bbox=[586, 727, 601, 734]
story1-headline: ತಾಲೂಕು ಆಡಳಿತವನ್ನು ಹಳ್ಳಿಗೆ ಕರೆತಂದ ಶಾಸಕ ಪ್ರದೀಪ್ ಈಶ್ವರ್ ಅಹ್ವತ್ತೆಟ್ಟೆ ಮೇಲೆ ಕುಳಿತು ಸಾರ್ವಜನಿಕ ಸಮಸ್ಯೆಗಳಿಗೆ ಪರಿಹಾರ bbox=[41, 61, 327, 90]
lichfl-logo: LICHFL bbox=[146, 583, 178, 593]
we-offer: WE OFFER bbox=[248, 803, 285, 810]
offer-item: - PERSONAL LOAN bbox=[248, 823, 304, 829]
